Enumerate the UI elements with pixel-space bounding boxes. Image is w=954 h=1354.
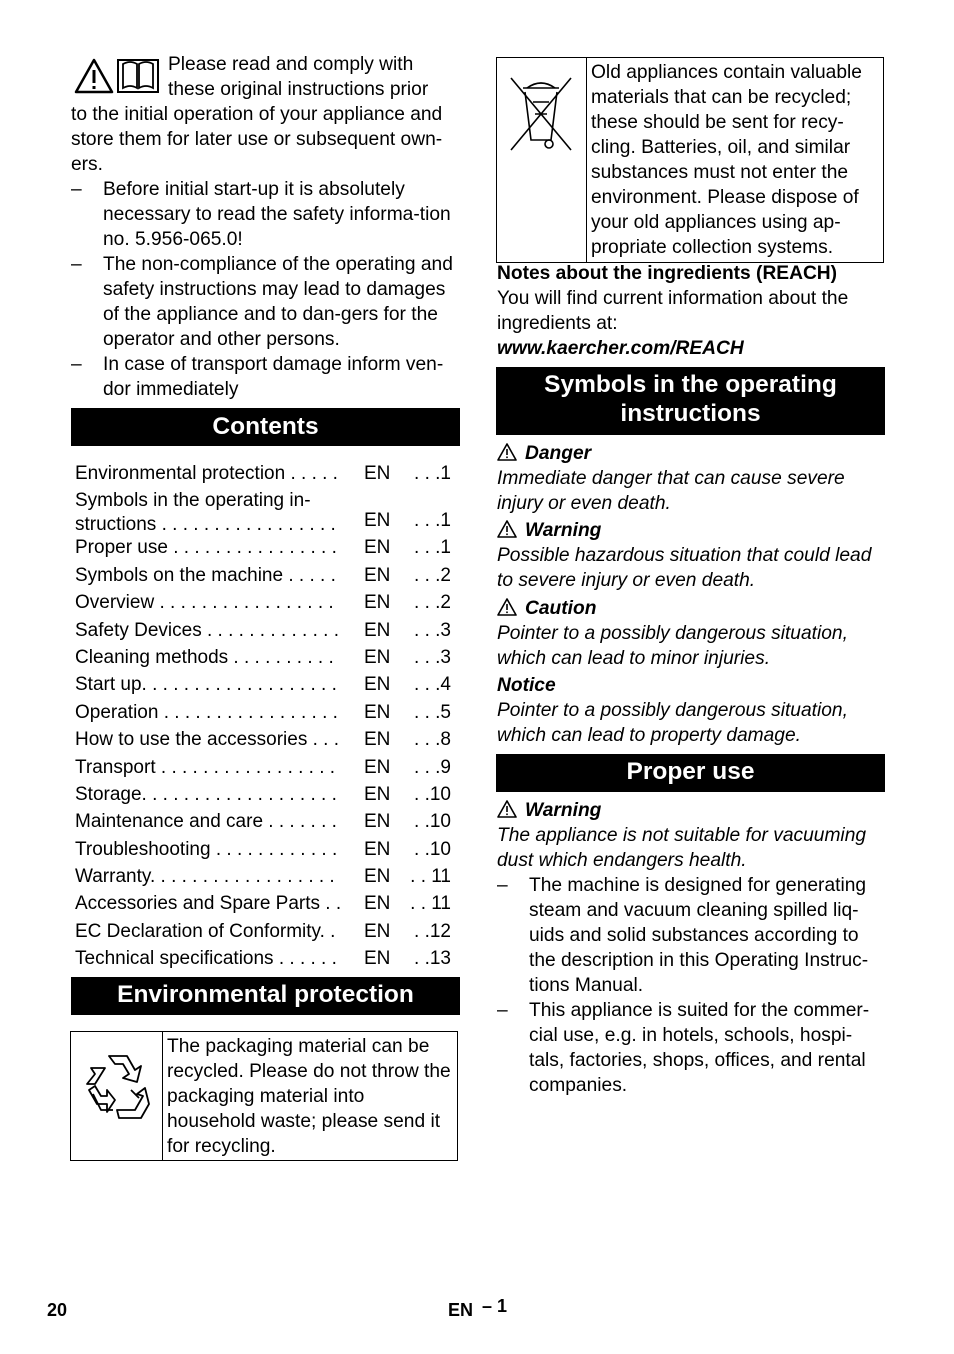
toc-page: . .13 bbox=[414, 948, 451, 970]
toc-title: Environmental protection . . . . . bbox=[75, 463, 338, 484]
manual-book-icon bbox=[116, 58, 160, 94]
intro-line-2: these original instructions prior bbox=[168, 79, 429, 100]
toc-row[interactable] bbox=[71, 534, 459, 561]
toc-lang: EN bbox=[364, 838, 391, 860]
toc-page: . . .2 bbox=[414, 592, 451, 614]
toc-lang: EN bbox=[364, 510, 391, 532]
intro-line-1: Please read and comply with bbox=[168, 54, 414, 75]
small-warning-triangle-icon bbox=[497, 800, 517, 825]
packaging-icon-cell bbox=[71, 1032, 163, 1160]
proper-use-bullet bbox=[497, 873, 887, 998]
toc-page: . . .3 bbox=[414, 619, 451, 641]
toc-lang: EN bbox=[364, 756, 391, 778]
notice-text: Pointer to a possibly dangerous situation, which can lead to property damage. bbox=[497, 700, 848, 746]
small-warning-triangle-icon bbox=[497, 443, 517, 468]
toc-lang: EN bbox=[364, 619, 391, 641]
crossed-out-bin-icon bbox=[509, 74, 573, 159]
toc-row[interactable] bbox=[71, 918, 459, 945]
warning-label-row bbox=[497, 518, 887, 545]
intro-bullet bbox=[71, 177, 463, 252]
danger-label-row bbox=[497, 441, 887, 468]
toc-page: . .10 bbox=[414, 783, 451, 805]
proper-use-bullet-text: The machine is designed for generating steam and vacuum cleaning spilled liq-uids and solid substances according to the description in this Operating Instruc-tions Manual. bbox=[529, 875, 869, 996]
toc-title: How to use the accessories . . . bbox=[75, 729, 340, 751]
caution-label: Caution bbox=[525, 598, 597, 619]
caution-text: Pointer to a possibly dangerous situation, which can lead to minor injuries. bbox=[497, 623, 848, 669]
toc-row[interactable] bbox=[71, 754, 459, 781]
table-of-contents bbox=[71, 460, 459, 973]
toc-lang: EN bbox=[364, 811, 391, 833]
warning-triangle-icon bbox=[74, 58, 114, 94]
packaging-text: The packaging material can be recycled. Please do not throw the packaging material into household waste; please send it for recycling. bbox=[167, 1036, 451, 1157]
small-warning-triangle-icon bbox=[497, 598, 517, 623]
intro-bullet bbox=[71, 352, 463, 402]
toc-lang: EN bbox=[364, 783, 391, 805]
bullet-dash: – bbox=[497, 1000, 508, 1021]
symbols-heading-line-1: Symbols in the operating bbox=[544, 371, 837, 398]
bullet-dash: – bbox=[497, 875, 508, 896]
toc-row[interactable] bbox=[71, 699, 459, 726]
proper-use-bullet bbox=[497, 998, 887, 1098]
toc-lang: EN bbox=[364, 674, 391, 696]
toc-lang: EN bbox=[364, 948, 391, 970]
toc-title: Symbols in the operating in- structions . . . . . . . . . . . . . . . . . bbox=[75, 490, 336, 536]
proper-use-bullet-list bbox=[497, 873, 887, 1098]
environmental-heading: Environmental protection bbox=[71, 977, 460, 1015]
toc-row[interactable] bbox=[71, 945, 459, 972]
footer-page-number: 20 bbox=[47, 1300, 68, 1320]
toc-row[interactable] bbox=[71, 863, 459, 890]
old-appliances-box bbox=[496, 57, 884, 263]
toc-row[interactable] bbox=[71, 890, 459, 917]
toc-title: EC Declaration of Conformity. . bbox=[75, 920, 336, 942]
toc-title: Warranty. . . . . . . . . . . . . . . . . . bbox=[75, 866, 335, 888]
packaging-box bbox=[70, 1031, 458, 1161]
toc-row[interactable] bbox=[71, 617, 459, 644]
toc-lang: EN bbox=[364, 893, 391, 915]
toc-row[interactable] bbox=[71, 487, 459, 534]
old-appliances-icon-cell bbox=[497, 58, 587, 262]
toc-row[interactable] bbox=[71, 644, 459, 671]
contents-heading: Contents bbox=[71, 408, 460, 446]
toc-lang: EN bbox=[364, 463, 391, 484]
proper-use-heading: Proper use bbox=[496, 754, 885, 792]
warning-label: Warning bbox=[525, 520, 602, 541]
danger-label: Danger bbox=[525, 443, 592, 464]
toc-page: . . 11 bbox=[410, 866, 451, 888]
toc-page: . .10 bbox=[414, 838, 451, 860]
toc-title: Transport . . . . . . . . . . . . . . . . . bbox=[75, 756, 336, 778]
intro-bullet-text: Before initial start-up it is absolutely necessary to read the safety informa-tion no. 5.956-065.0! bbox=[103, 179, 451, 250]
caution-label-row bbox=[497, 596, 887, 623]
old-appliances-text: Old appliances contain valuable materials that can be recycled; these should be sent for recy-cling. Batteries, oil, and similar substances must not enter the environment. Please dispose of your old appliances using ap-propriate collection systems. bbox=[591, 62, 862, 258]
toc-row[interactable] bbox=[71, 836, 459, 863]
toc-page: . . .2 bbox=[414, 564, 451, 586]
footer-lang: EN bbox=[448, 1300, 474, 1320]
toc-row[interactable] bbox=[71, 460, 459, 487]
toc-title: Symbols on the machine . . . . . bbox=[75, 564, 336, 586]
toc-row[interactable] bbox=[71, 781, 459, 808]
reach-text: You will find current information about the ingredients at: bbox=[497, 288, 849, 334]
toc-row[interactable] bbox=[71, 808, 459, 835]
notice-label: Notice bbox=[497, 675, 556, 696]
toc-title: Technical specifications . . . . . . bbox=[75, 948, 337, 970]
toc-row[interactable] bbox=[71, 589, 459, 616]
toc-title: Operation . . . . . . . . . . . . . . . . . bbox=[75, 701, 338, 723]
toc-title: Start up. . . . . . . . . . . . . . . . . . . bbox=[75, 674, 337, 696]
proper-use-warning-row bbox=[497, 798, 887, 825]
footer-section-page: – 1 bbox=[482, 1296, 508, 1316]
recycle-icon bbox=[81, 1050, 155, 1129]
toc-title: Storage. . . . . . . . . . . . . . . . . . . bbox=[75, 783, 337, 805]
toc-lang: EN bbox=[364, 564, 391, 586]
intro-bullet-text: In case of transport damage inform ven-dor immediately bbox=[103, 354, 444, 400]
toc-lang: EN bbox=[364, 920, 391, 942]
symbols-heading-line-2: instructions bbox=[620, 400, 761, 427]
toc-page: . .12 bbox=[414, 920, 451, 942]
symbols-heading bbox=[496, 367, 885, 435]
toc-page: . . .1 bbox=[414, 537, 451, 559]
bullet-dash: – bbox=[71, 354, 82, 375]
toc-lang: EN bbox=[364, 592, 391, 614]
small-warning-triangle-icon bbox=[497, 520, 517, 545]
toc-title: Accessories and Spare Parts . . bbox=[75, 893, 342, 915]
proper-use-bullet-text: This appliance is suited for the commer-cial use, e.g. in hotels, schools, hospi-tals, factories, shops, offices, and rental companies. bbox=[529, 1000, 870, 1096]
toc-page: . . .1 bbox=[414, 463, 451, 484]
toc-title: Troubleshooting . . . . . . . . . . . . bbox=[75, 838, 338, 860]
reach-url-link[interactable]: www.kaercher.com/REACH bbox=[497, 338, 744, 359]
toc-lang: EN bbox=[364, 729, 391, 751]
intro-text-first bbox=[168, 52, 468, 102]
bullet-dash: – bbox=[71, 254, 82, 275]
toc-page: . . .4 bbox=[414, 674, 451, 696]
proper-use-warning-text: The appliance is not suitable for vacuuming dust which endangers health. bbox=[497, 825, 867, 871]
toc-row[interactable] bbox=[71, 726, 459, 753]
toc-title: Cleaning methods . . . . . . . . . . bbox=[75, 646, 334, 668]
intro-bullet-text: The non-compliance of the operating and safety instructions may lead to damages of the appliance and to dan-gers for the operator and other persons. bbox=[103, 254, 453, 350]
proper-use-warning-label: Warning bbox=[525, 800, 602, 821]
warning-text: Possible hazardous situation that could lead to severe injury or even death. bbox=[497, 545, 872, 591]
toc-title: Safety Devices . . . . . . . . . . . . . bbox=[75, 619, 339, 641]
toc-page: . . .9 bbox=[414, 756, 451, 778]
toc-row[interactable] bbox=[71, 562, 459, 589]
toc-lang: EN bbox=[364, 537, 391, 559]
toc-page: . . 11 bbox=[410, 893, 451, 915]
toc-title: Overview . . . . . . . . . . . . . . . . . bbox=[75, 592, 334, 614]
toc-row[interactable] bbox=[71, 671, 459, 698]
toc-page: . . .5 bbox=[414, 701, 451, 723]
danger-text: Immediate danger that can cause severe injury or even death. bbox=[497, 468, 845, 514]
toc-title: Maintenance and care . . . . . . . bbox=[75, 811, 337, 833]
intro-bullet bbox=[71, 252, 463, 352]
toc-page: . . .8 bbox=[414, 729, 451, 751]
toc-page: . .10 bbox=[414, 811, 451, 833]
toc-page: . . .3 bbox=[414, 646, 451, 668]
toc-title: Proper use . . . . . . . . . . . . . . . . bbox=[75, 537, 337, 559]
intro-text-rest: to the initial operation of your appliance and store them for later use or subsequent own-ers. bbox=[71, 104, 443, 175]
toc-lang: EN bbox=[364, 646, 391, 668]
toc-lang: EN bbox=[364, 701, 391, 723]
toc-lang: EN bbox=[364, 866, 391, 888]
reach-heading: Notes about the ingredients (REACH) bbox=[497, 263, 838, 284]
toc-page: . . .1 bbox=[414, 510, 451, 532]
intro-bullet-list bbox=[71, 177, 463, 402]
bullet-dash: – bbox=[71, 179, 82, 200]
